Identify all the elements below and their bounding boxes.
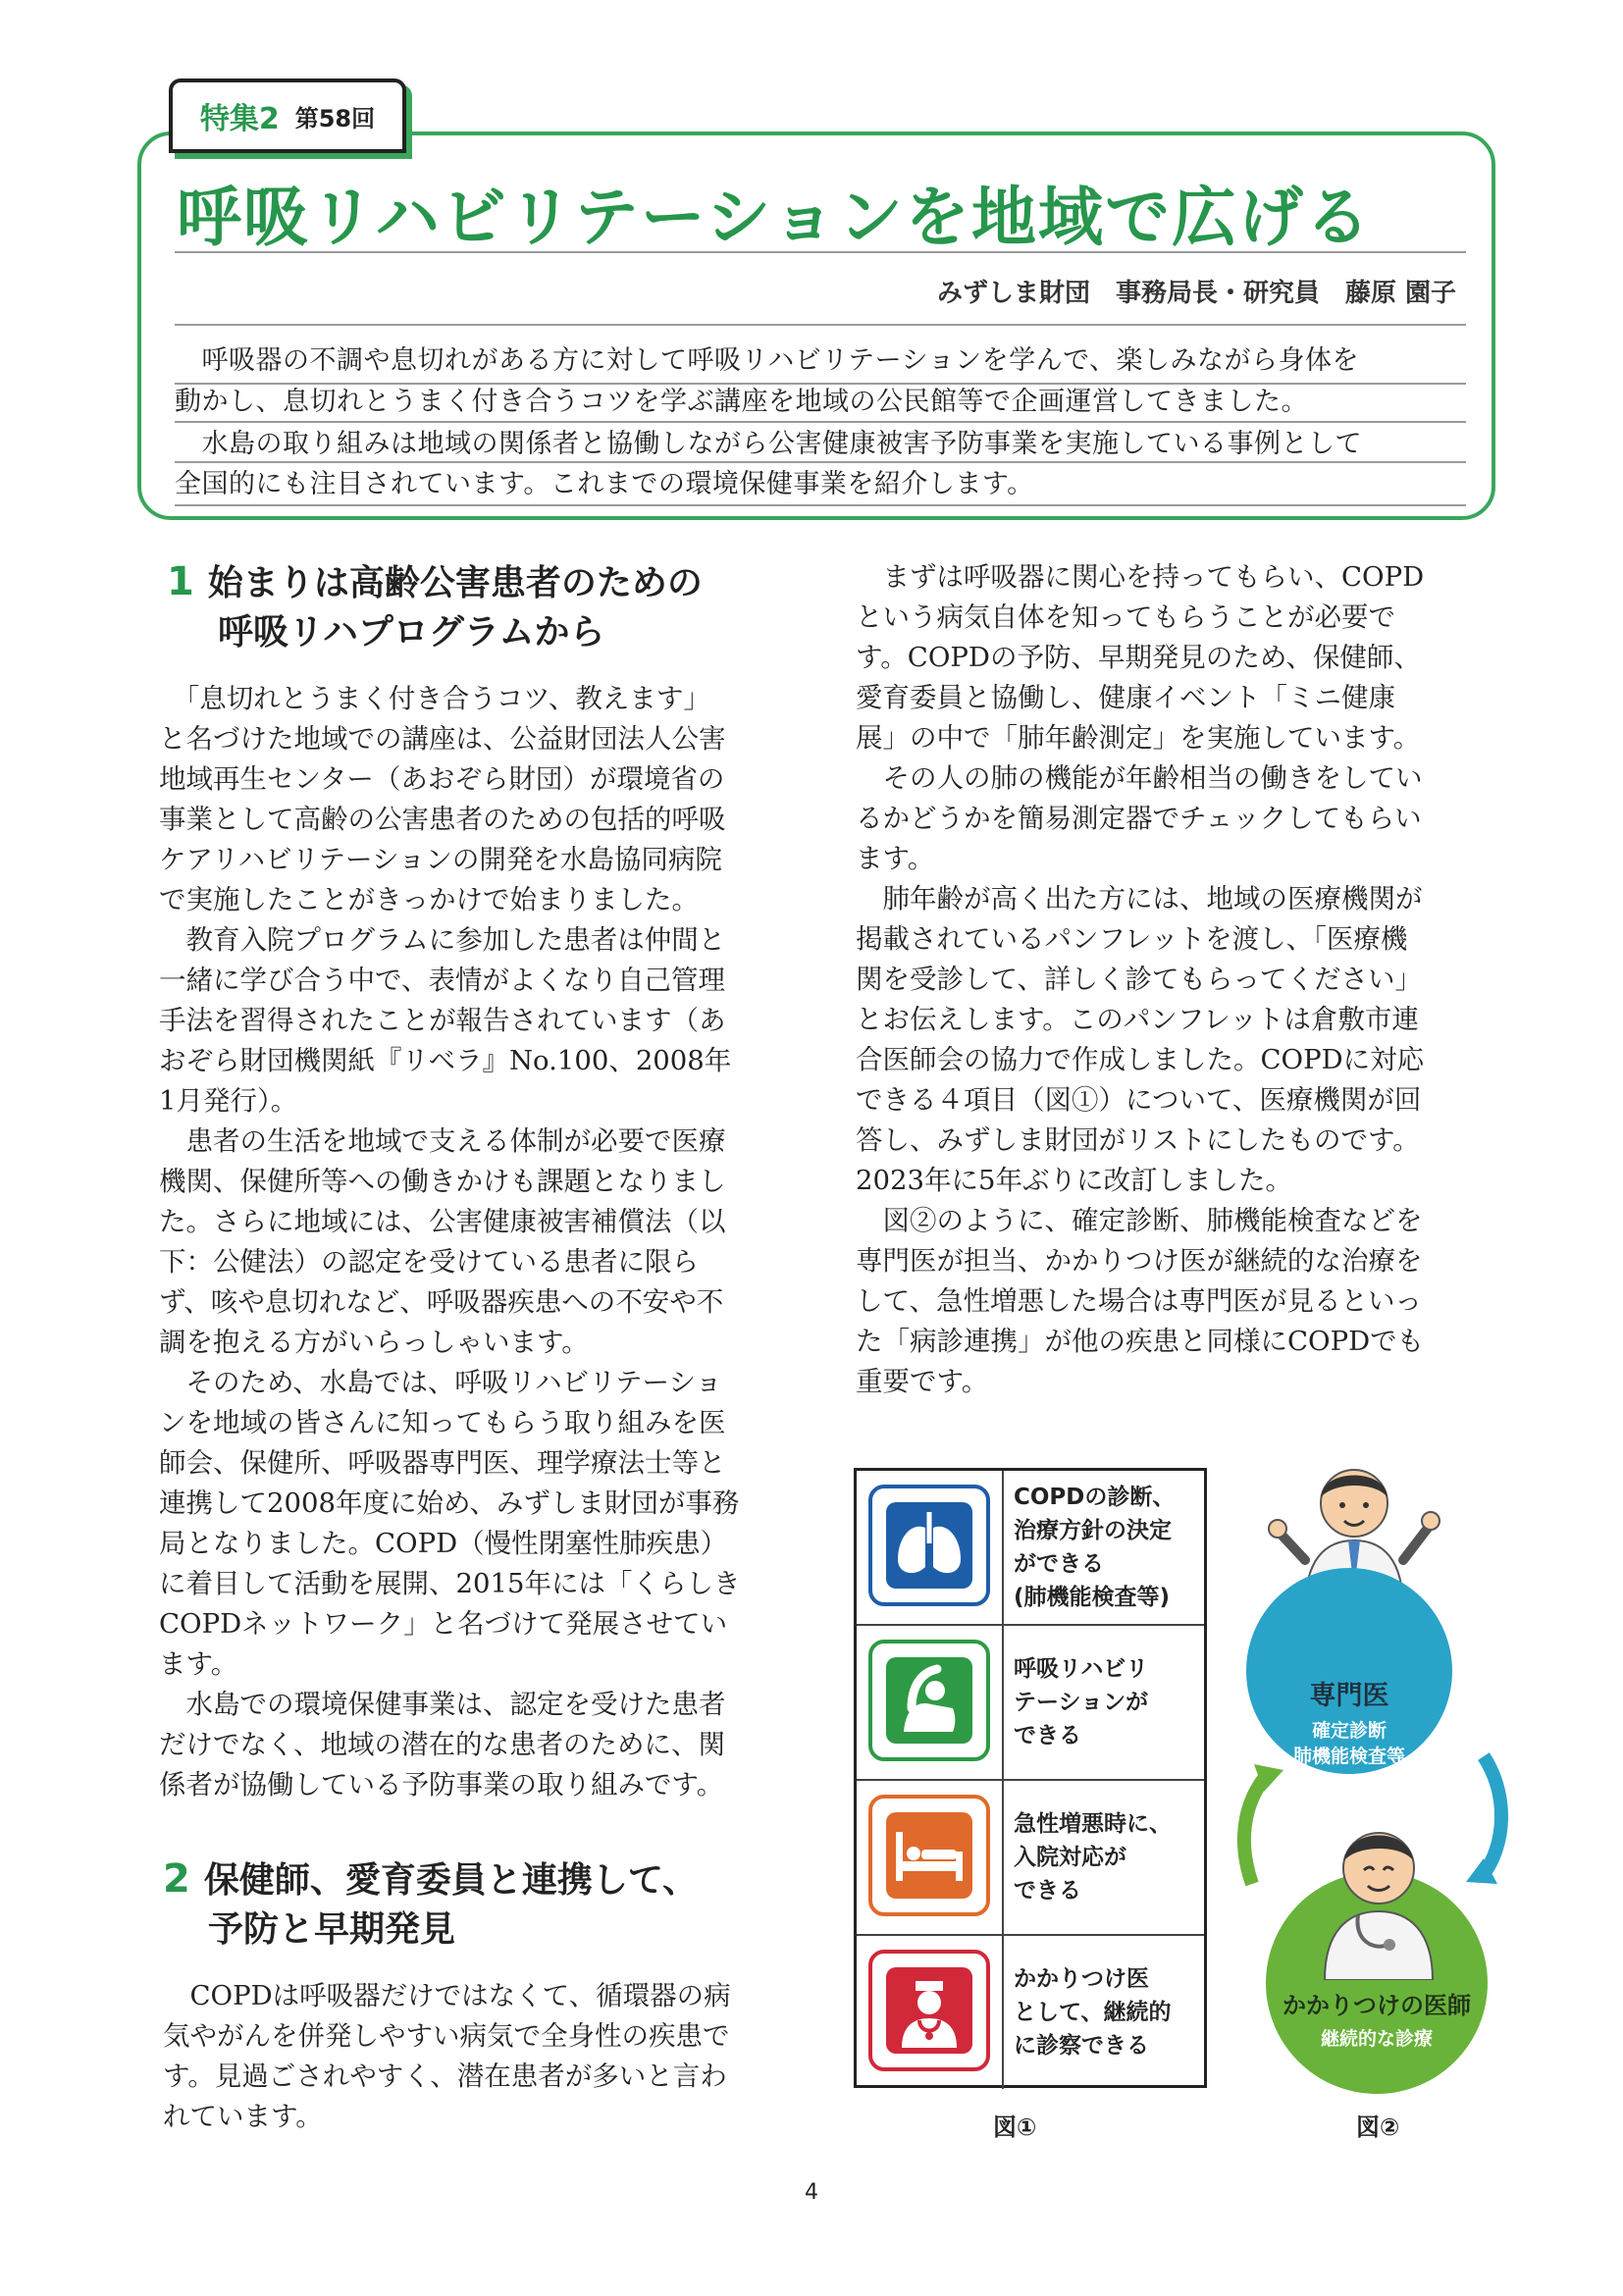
body-line: とお伝えします。このパンフレットは倉敷市連 [856, 1004, 1419, 1035]
figure1-row-family-doctor [857, 1936, 1204, 2089]
feature-tag [169, 78, 406, 153]
figure1-table [854, 1468, 1207, 2088]
body-line: ケアリハビリテーションの開発を水島協同病院 [159, 844, 722, 875]
figure1-row-text [1014, 1936, 1196, 2089]
family-doctor-title: かかりつけの医師 [1283, 1992, 1471, 2019]
body-line: COPDは呼吸器だけではなくて、循環器の病 [163, 1980, 731, 2011]
feature-tag-label: 特集2 [199, 102, 280, 136]
section1-number: 1 [167, 559, 194, 604]
body-line: まずは呼吸器に関心を持ってもらい、COPD [856, 561, 1425, 593]
figure1-row-hospitalization [857, 1781, 1204, 1936]
body-line: 教育入院プログラムに参加した患者は仲間と [159, 924, 726, 956]
body-line: ず、咳や息切れなど、呼吸器疾患への不安や不 [159, 1286, 724, 1318]
figure1-text-line: COPDの診断、 [1014, 1485, 1176, 1510]
body-line: 一緒に学び合う中で、表情がよくなり自己管理 [159, 965, 725, 996]
figure1-separator [1002, 1781, 1004, 1934]
body-line: ます。 [159, 1648, 238, 1680]
section2-number: 2 [163, 1856, 190, 1902]
figure1-text-line: 治療方針の決定 [1014, 1518, 1172, 1543]
figure2-caption: 図② [1356, 2113, 1400, 2141]
body-line: できる４項目（図①）について、医療機関が回 [856, 1084, 1422, 1116]
body-line: 1月発行）。 [159, 1085, 298, 1117]
body-line: おぞら財団機関紙『リベラ』No.100、2008年 [159, 1045, 732, 1076]
body-line: す。見過ごされやすく、潜在患者が多いと言わ [163, 2061, 727, 2092]
body-line: 調を抱える方がいらっしゃいます。 [159, 1327, 589, 1358]
section2-heading [163, 1852, 698, 1907]
body-line: 掲載されているパンフレットを渡し、「医療機 [856, 923, 1408, 955]
body-line: 事業として高齢の公害患者のための包括的呼吸 [159, 804, 726, 835]
figure1-separator [1002, 1936, 1004, 2089]
figure1-text-line: ができる [1014, 1551, 1104, 1577]
figure1-row-text [1014, 1471, 1196, 1624]
author-line: みずしま財団 事務局長・研究員 藤原 園子 [936, 279, 1456, 308]
figure1-separator [1002, 1626, 1004, 1779]
figure1-text-line: として、継続的 [1014, 2000, 1172, 2025]
body-line: た。さらに地域には、公害健康被害補償法（以 [159, 1206, 726, 1237]
body-line: た「病診連携」が他の疾患と同様にCOPDでも [856, 1326, 1425, 1357]
body-line: その人の肺の機能が年齢相当の働きをしてい [856, 762, 1423, 794]
figure1-text-line: (肺機能検査等) [1014, 1585, 1171, 1610]
figure1-text-line: 入院対応が [1014, 1845, 1126, 1870]
body-line: 専門医が担当、かかりつけ医が継続的な治療を [856, 1245, 1423, 1277]
body-line: そのため、水島では、呼吸リハビリテーショ [159, 1367, 722, 1398]
section1-heading [167, 555, 703, 610]
body-line: 連携して2008年度に始め、みずしま財団が事務 [159, 1487, 740, 1519]
body-line: 重要です。 [856, 1366, 989, 1397]
lead-divider-top [175, 324, 1466, 326]
body-line: で実施したことがきっかけで始まりました。 [159, 884, 699, 915]
family-doctor-role: 継続的な診療 [1320, 2028, 1433, 2050]
figure1-caption: 図① [993, 2113, 1037, 2141]
body-line: れています。 [163, 2101, 323, 2132]
figure1-text-line: テーションが [1014, 1690, 1149, 1715]
body-line: 師会、保健所、呼吸器専門医、理学療法士等と [159, 1447, 726, 1479]
right-column-body [856, 557, 1484, 1402]
lead-rule [175, 504, 1466, 506]
body-line: 気やがんを併発しやすい病気で全身性の疾患で [163, 2020, 730, 2052]
body-line: に着目して活動を展開、2015年には「くらしき [159, 1568, 741, 1599]
body-line: 図②のように、確定診断、肺機能検査などを [856, 1205, 1423, 1236]
body-line: だけでなく、地域の潜在的な患者のために、関 [159, 1729, 725, 1760]
lead-line: 全国的にも注目されています。これまでの環境保健事業を紹介します。 [175, 469, 1034, 499]
specialist-role: 確定診断 [1311, 1720, 1387, 1742]
specialist-role: 肺機能検査等 [1292, 1746, 1405, 1767]
specialist-title: 専門医 [1309, 1681, 1389, 1711]
body-line: と名づけた地域での講座は、公益財団法人公害 [159, 723, 726, 755]
body-line: 手法を習得されたことが報告されています（あ [159, 1005, 726, 1036]
body-line: 地域再生センター（あおぞら財団）が環境省の [159, 763, 725, 795]
figure1-separator [1002, 1471, 1004, 1624]
body-line: 肺年齢が高く出た方には、地域の医療機関が [856, 883, 1423, 914]
body-line: ます。 [856, 843, 935, 874]
body-line: 局となりました。COPD（慢性閉塞性肺疾患） [159, 1528, 728, 1559]
figure1-text-line: できる [1014, 1878, 1081, 1904]
body-line: 機関、保健所等への働きかけも課題となりまし [159, 1166, 726, 1197]
body-line: 下：公健法）の認定を受けている患者に限ら [159, 1246, 699, 1278]
body-line: して、急性増悪した場合は専門医が見るといっ [856, 1285, 1422, 1317]
section2-heading-line2: 予防と早期発見 [208, 1909, 456, 1950]
lead-line: 動かし、息切れとうまく付き合うコツを学ぶ講座を地域の公民館等で企画運営してきました。 [175, 387, 1308, 417]
body-line: という病気自体を知ってもらうことが必要で [856, 601, 1395, 633]
body-line: 患者の生活を地域で支える体制が必要で医療 [159, 1125, 726, 1157]
body-line: 水島での環境保健事業は、認定を受けた患者 [159, 1689, 726, 1720]
figure1-text-line: できる [1014, 1723, 1081, 1748]
figure1-text-line: 急性増悪時に、 [1014, 1811, 1172, 1837]
stretching-person-icon [868, 1640, 990, 1761]
body-line: 2023年に5年ぶりに改訂しました。 [856, 1165, 1292, 1196]
article-title: 呼吸リハビリテーションを地域で広げる [177, 180, 1373, 255]
figure1-text-line: かかりつけ医 [1014, 1966, 1149, 1992]
figure1-text-line: 呼吸リハビリ [1014, 1656, 1149, 1682]
section2-body [163, 1976, 801, 2137]
figure1-row-text [1014, 1626, 1196, 1779]
body-line: 愛育委員と協働し、健康イベント「ミニ健康 [856, 682, 1395, 713]
title-divider [175, 251, 1466, 253]
feature-tag-issue: 第58回 [294, 104, 376, 132]
body-line: 「息切れとうまく付き合うコツ、教えます」 [159, 683, 710, 714]
body-line: ンを地域の皆さんに知ってもらう取り組みを医 [159, 1407, 726, 1438]
body-line: 答し、みずしま財団がリストにしたものです。 [856, 1124, 1420, 1156]
body-line: す。COPDの予防、早期発見のため、保健師、 [856, 642, 1421, 673]
figure1-row-rehab [857, 1626, 1204, 1781]
body-line: 合医師会の協力で作成しました。COPDに対応 [856, 1044, 1425, 1075]
lead-line: 水島の取り組みは地域の関係者と協働しながら公害健康被害予防事業を実施している事例として [175, 429, 1362, 459]
body-line: 展」の中で「肺年齢測定」を実施しています。 [856, 722, 1421, 754]
section1-heading-line: 始まりは高齢公害患者のための [207, 563, 703, 603]
figure1-row-diagnosis [857, 1471, 1204, 1626]
body-line: COPDネットワーク」と名づけて発展させてい [159, 1608, 728, 1640]
section1-heading-line2: 呼吸リハプログラムから [218, 612, 605, 652]
section1-body [159, 679, 797, 1805]
figure1-text-line: に診察できる [1014, 2033, 1149, 2059]
hospital-bed-icon [868, 1795, 990, 1916]
figure1-row-text [1014, 1781, 1196, 1934]
body-line: るかどうかを簡易測定器でチェックしてもらい [856, 803, 1422, 834]
section2-heading-line: 保健師、愛育委員と連携して、 [203, 1860, 699, 1901]
family-doctor-illustration [1315, 1784, 1442, 1980]
body-line: 関を受診して、詳しく診てもらってください」 [856, 964, 1422, 995]
lead-line: 呼吸器の不調や息切れがある方に対して呼吸リハビリテーションを学んで、楽しみながら身体を [175, 345, 1360, 376]
body-line: 係者が協働している予防事業の取り組みです。 [159, 1769, 724, 1800]
page-number: 4 [805, 2180, 818, 2205]
lungs-icon [868, 1485, 990, 1606]
figure2-diagram [1227, 1442, 1521, 2141]
nurse-icon [868, 1950, 990, 2071]
